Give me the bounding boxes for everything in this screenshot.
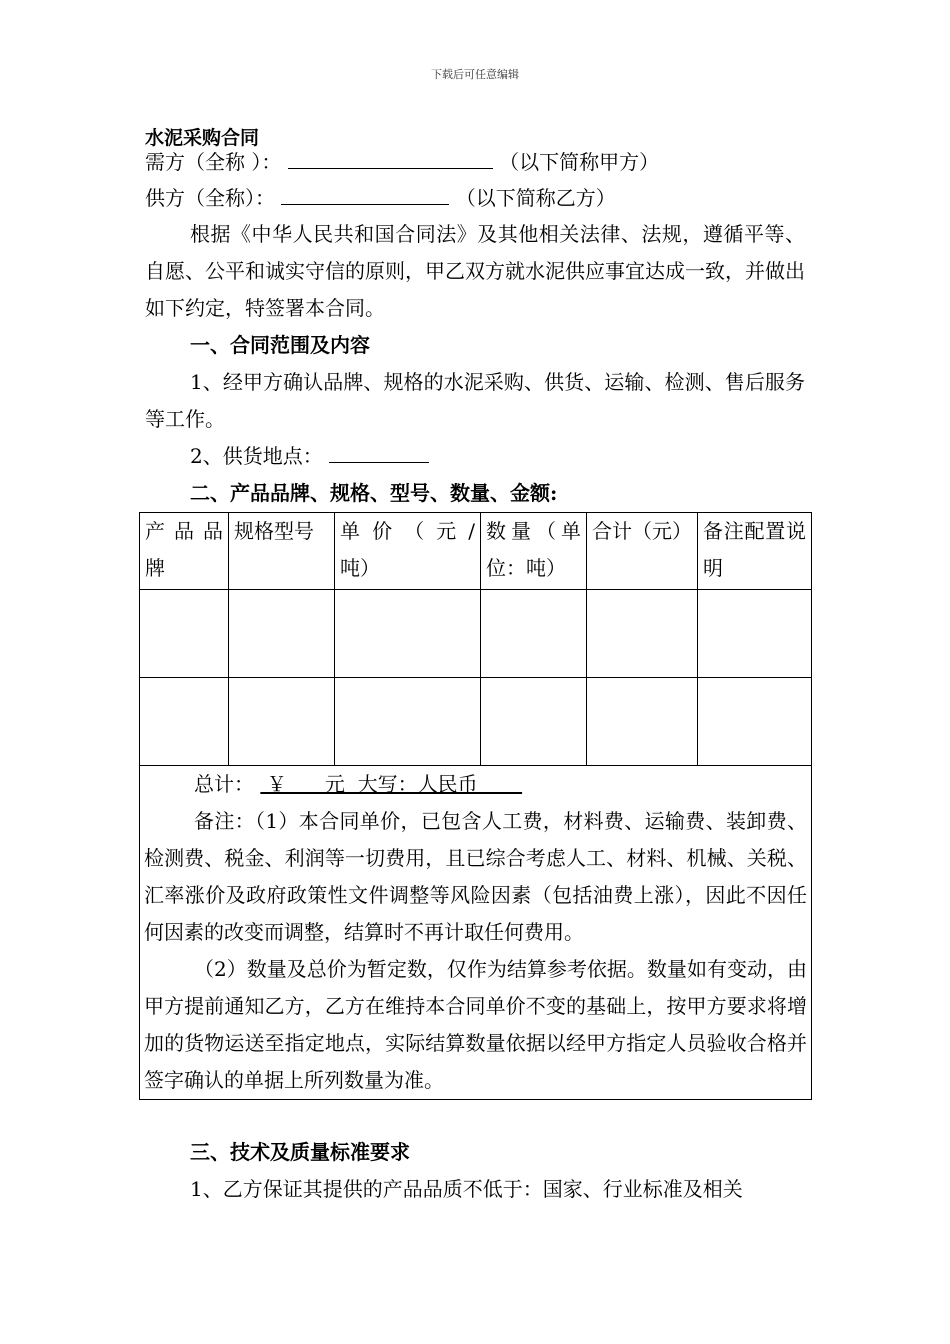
- buyer-label: 需方（全称 ）：: [145, 150, 282, 174]
- buyer-suffix: （以下简称甲方）: [499, 150, 660, 174]
- buyer-name-blank[interactable]: [288, 150, 493, 169]
- note-1: 备注：（1）本合同单价，已包含人工费，材料费、运输费、装卸费、检测费、税金、利润等一切费用，且已综合考虑人工、材料、机械、关税、汇率涨价及政府政策性文件调整等风险因素（包括油费上涨），因此不因任何因素的改变而调整，结算时不再计取任何费用。: [144, 809, 807, 944]
- page-header: 下载后可任意编辑: [431, 68, 519, 81]
- col-header-spec: 规格型号: [229, 513, 335, 590]
- col-header-quantity: 数量（单位：吨）: [481, 513, 587, 590]
- seller-suffix: （以下简称乙方）: [455, 186, 616, 210]
- table-cell[interactable]: [335, 590, 481, 678]
- table-cell[interactable]: [481, 590, 587, 678]
- delivery-location-label: 2、供货地点：: [190, 444, 323, 468]
- table-cell[interactable]: [587, 678, 698, 766]
- intro-paragraph: 根据《中华人民共和国合同法》及其他相关法律、法规，遵循平等、自愿、公平和诚实守信的原则，甲乙双方就水泥供应事宜达成一致，并做出如下约定，特签署本合同。: [145, 222, 805, 320]
- seller-line: [145, 186, 616, 210]
- table-cell[interactable]: [140, 590, 229, 678]
- product-table: [139, 512, 812, 1100]
- table-cell[interactable]: [140, 678, 229, 766]
- col-header-subtotal: 合计（元）: [587, 513, 698, 590]
- table-cell[interactable]: [698, 590, 812, 678]
- table-row: [140, 678, 812, 766]
- table-cell[interactable]: [587, 590, 698, 678]
- delivery-location-blank[interactable]: [329, 444, 429, 463]
- section1-item2: [145, 438, 805, 475]
- section2-heading: 二、产品品牌、规格、型号、数量、金额:: [190, 481, 558, 505]
- section3-item1: 1、乙方保证其提供的产品品质不低于：国家、行业标准及相关: [190, 1177, 743, 1201]
- section1-heading: 一、合同范围及内容: [190, 333, 370, 357]
- document-title: 水泥采购合同: [145, 127, 260, 149]
- col-header-unit-price: 单 价 （ 元 / 吨）: [335, 513, 481, 590]
- table-header-row: [140, 513, 812, 590]
- section3-heading: 三、技术及质量标准要求: [190, 1140, 410, 1164]
- seller-label: 供方（全称）：: [145, 186, 275, 210]
- col-header-remarks: 备注配置说明: [698, 513, 812, 590]
- table-row: [140, 590, 812, 678]
- total-label: 总计：: [194, 772, 254, 796]
- notes-row: [140, 766, 812, 1100]
- total-amount-field[interactable]: ￥ 元 大写：人民币: [260, 772, 523, 796]
- col-header-brand: 产品品牌: [140, 513, 229, 590]
- table-cell[interactable]: [698, 678, 812, 766]
- table-cell[interactable]: [229, 678, 335, 766]
- table-cell[interactable]: [229, 590, 335, 678]
- table-cell[interactable]: [481, 678, 587, 766]
- notes-cell: [140, 766, 812, 1100]
- section1-item1: 1、经甲方确认品牌、规格的水泥采购、供货、运输、检测、售后服务等工作。: [145, 370, 805, 431]
- seller-name-blank[interactable]: [281, 186, 449, 205]
- buyer-line: [145, 150, 659, 174]
- table-cell[interactable]: [335, 678, 481, 766]
- note-2: （2）数量及总价为暂定数，仅作为结算参考依据。数量如有变动，由甲方提前通知乙方，乙方在维持本合同单价不变的基础上，按甲方要求将增加的货物运送至指定地点，实际结算数量依据以经甲方指定人员验收合格并签字确认的单据上所列数量为准。: [144, 957, 807, 1092]
- total-line: [144, 766, 807, 803]
